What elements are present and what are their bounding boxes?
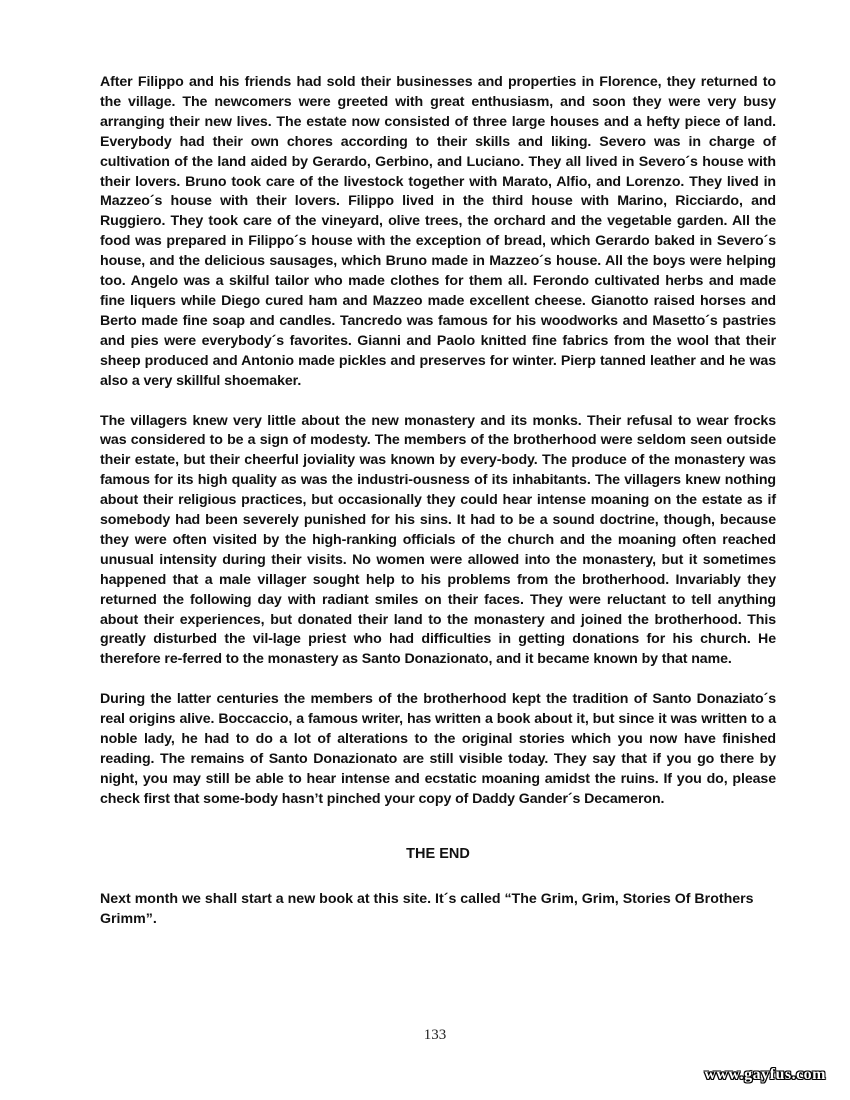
paragraph-1: After Filippo and his friends had sold their businesses and properties in Florence, they returned to the village. The newcomers were greeted with great enthusiasm, and soon they were very busy arranging their new lives. The estate now consisted of three large houses and a hefty piece of land. Everybody had their own chores according to their skills and liking. Severo was in charge of cultivation of the land aided by Gerardo, Gerbino, and Luciano. They all lived in Severo´s house with their lovers. Bruno took care of the livestock together with Marato, Alfio, and Lorenzo. They lived in Mazzeo´s house with their lovers. Filippo lived in the third house with Marino, Ricciardo, and Ruggiero. They took care of the vineyard, olive trees, the orchard and the vegetable garden. All the food was prepared in Filippo´s house with the exception of bread, which Gerardo baked in Severo´s house, and the delicious sausages, which Bruno made in Mazzeo´s house. All the boys were helping too. Angelo was a skilful tailor who made clothes for them all. Ferondo cultivated herbs and made fine liquers while Diego cured ham and Mazzeo made excellent cheese. Gianotto raised horses and Berto made fine soap and candles. Tancredo was famous for his woodworks and Masetto´s pastries and pies were everybody´s favorites. Gianni and Paolo knitted fine fabrics from the wool that their sheep produced and Antonio made pickles and preserves for winter. Pierp tanned leather and he was also a very skillful shoemaker.: [100, 74, 776, 389]
paragraph-2: The villagers knew very little about the new monastery and its monks. Their refusal to wear frocks was considered to be a sign of modesty. The members of the brotherhood were seldom seen outside their estate, but their cheerful joviality was known by every-body. The produce of the monastery was famous for its high quality as was the industri-ousness of its inhabitants. The villagers knew nothing about their religious practices, but occasionally they could hear intense moaning on the estate as if somebody had been severely punished for his sins. It had to be a sound doctrine, though, because they were often visited by the high-ranking officials of the church and the moaning often reached unusual intensity during their visits. No women were allowed into the monastery, but it sometimes happened that a male villager sought help to his problems from the brotherhood. Invariably they returned the following day with radiant smiles on their faces. They were reluctant to tell anything about their experiences, but donated their land to the monastery and joined the brotherhood. This greatly disturbed the vil-lage priest who had difficulties in getting donations for his church. He therefore re-ferred to the monastery as Santo Donazionato, and it became known by that name.: [100, 412, 776, 668]
watermark: www.gayfus.com: [704, 1066, 826, 1083]
end-heading: THE END: [406, 845, 470, 862]
paragraph-3: During the latter centuries the members of the brotherhood kept the tradition of Santo Donaziato´s real origins alive. Boccaccio, a famous writer, has written a book about it, but since it was written to a noble lady, he had to do a lot of alterations to the original stories which you now have finished reading. The remains of Santo Donazionato are still visible today. They say that if you go there by night, you may still be able to hear intense and ecstatic moaning amidst the ruins. If you do, please check first that some-body hasn’t pinched your copy of Daddy Gander´s Decameron.: [100, 691, 776, 807]
document-body: [100, 73, 776, 930]
next-month-notice: Next month we shall start a new book at this site. It´s called “The Grim, Grim, Stories Of Brothers Grimm”.: [100, 890, 754, 927]
page-number: 133: [423, 1027, 447, 1043]
